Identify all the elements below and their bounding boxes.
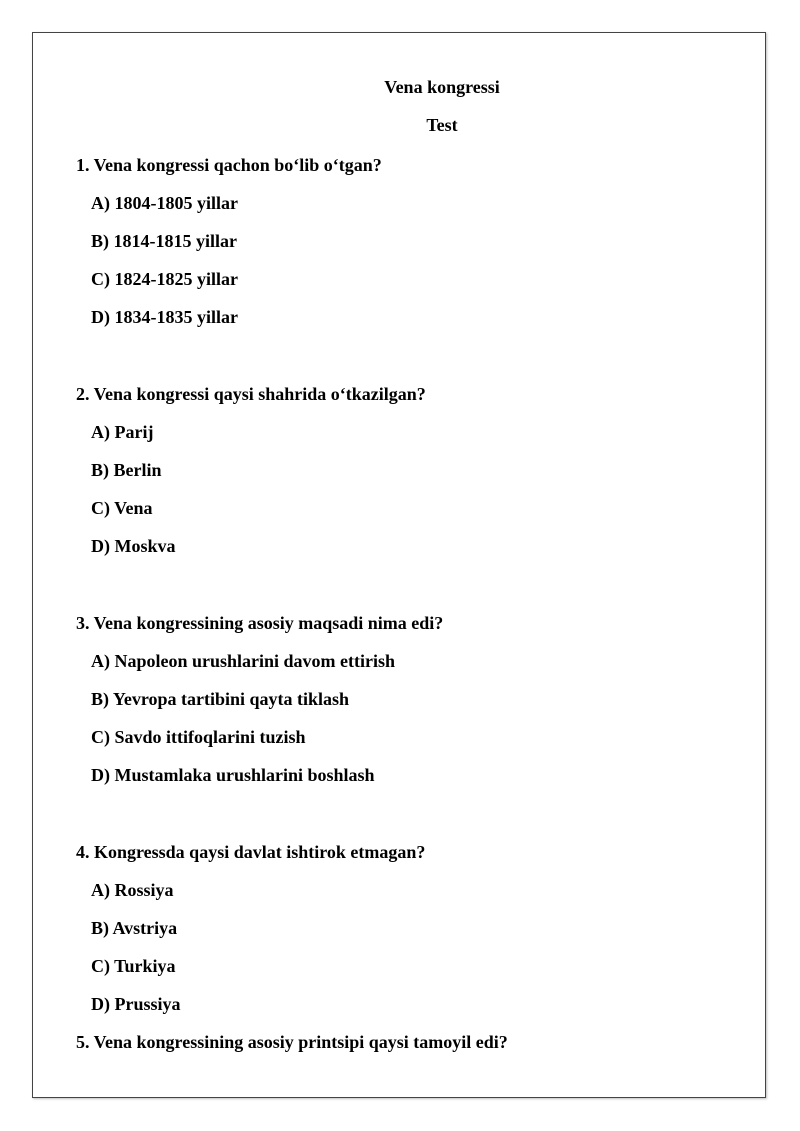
question-4-option-d: D) Prussiya <box>91 994 181 1014</box>
question-3: 3. Vena kongressining asosiy maqsadi nima edi? <box>76 613 444 633</box>
question-2-option-b: B) Berlin <box>91 460 162 480</box>
question-1-option-b: B) 1814-1815 yillar <box>91 231 237 251</box>
question-list <box>76 153 736 1068</box>
question-1-option-a: A) 1804-1805 yillar <box>91 193 238 213</box>
document-subtitle: Test <box>426 115 458 135</box>
question-2-option-a: A) Parij <box>91 422 154 442</box>
question-1-option-c: C) 1824-1825 yillar <box>91 269 238 289</box>
question-4-option-a: A) Rossiya <box>91 880 174 900</box>
spacer <box>76 572 736 611</box>
question-4-option-b: B) Avstriya <box>91 918 178 938</box>
document-page <box>32 32 766 1098</box>
question-3-option-a: A) Napoleon urushlarini davom ettirish <box>91 651 396 671</box>
question-4-option-c: C) Turkiya <box>91 956 176 976</box>
question-3-option-d: D) Mustamlaka urushlarini boshlash <box>91 765 375 785</box>
question-2-option-d: D) Moskva <box>91 536 176 556</box>
question-1: 1. Vena kongressi qachon bo‘lib o‘tgan? <box>76 155 382 175</box>
question-3-option-c: C) Savdo ittifoqlarini tuzish <box>91 727 306 747</box>
spacer <box>76 343 736 382</box>
question-5: 5. Vena kongressining asosiy printsipi qaysi tamoyil edi? <box>76 1032 508 1052</box>
spacer <box>76 801 736 840</box>
question-2-option-c: C) Vena <box>91 498 153 518</box>
question-4: 4. Kongressda qaysi davlat ishtirok etmagan? <box>76 842 426 862</box>
question-1-option-d: D) 1834-1835 yillar <box>91 307 238 327</box>
question-2: 2. Vena kongressi qaysi shahrida o‘tkazilgan? <box>76 384 426 404</box>
document-title: Vena kongressi <box>384 77 500 97</box>
question-3-option-b: B) Yevropa tartibini qayta tiklash <box>91 689 350 709</box>
